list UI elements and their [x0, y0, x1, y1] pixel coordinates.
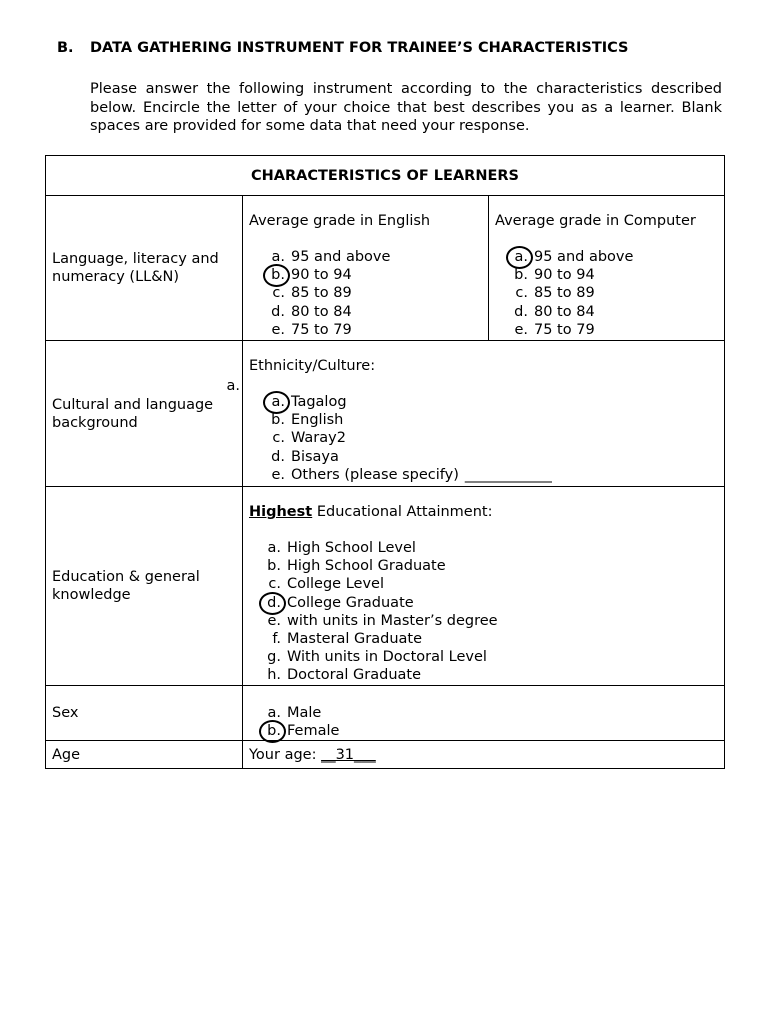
option-letter: a.	[267, 705, 281, 721]
option-text: 95 and above	[291, 249, 391, 265]
intro-paragraph: Please answer the following instrument according to the characteristics described below. Encircle the letter of your choice that best describes you as a learner. Blank spaces are provided for some data that need your response.	[90, 81, 722, 134]
education-label: Education & general knowledge	[46, 487, 243, 686]
option-letter: a.	[271, 249, 285, 265]
option-text: 90 to 94	[534, 267, 595, 284]
option-letter: h.	[267, 667, 281, 684]
culture-label-cell	[46, 341, 243, 487]
english-heading: Average grade in English	[249, 213, 431, 229]
option-letter: c.	[272, 285, 285, 302]
specify-blank: ____________	[464, 466, 552, 483]
option-letter: a.	[267, 540, 281, 556]
option-text: With units in Doctoral Level	[287, 649, 487, 666]
option-item	[263, 321, 488, 339]
option-item	[263, 466, 724, 484]
option-letter: e.	[267, 612, 281, 629]
option-text: Masteral Graduate	[287, 630, 423, 647]
option-letter: c.	[268, 576, 281, 593]
option-text: with units in Master’s degree	[287, 612, 498, 629]
option-text: College Level	[287, 576, 384, 593]
option-letter: c.	[515, 285, 528, 302]
option-letter: a.	[271, 394, 285, 410]
option-item	[506, 284, 724, 302]
option-text: 90 to 94	[291, 267, 352, 284]
education-cell	[243, 487, 725, 686]
option-text: High School Level	[287, 540, 416, 556]
section-title: DATA GATHERING INSTRUMENT FOR TRAINEE’S CHARACTERISTICS	[90, 40, 629, 56]
culture-cell	[243, 341, 725, 487]
option-item	[263, 429, 724, 447]
option-item	[263, 284, 488, 302]
option-letter: e.	[514, 321, 528, 338]
option-item	[259, 704, 724, 722]
option-item	[259, 539, 724, 557]
option-letter: g.	[267, 649, 281, 666]
education-heading-bold: Highest	[249, 504, 313, 520]
option-text: Waray2	[291, 430, 346, 447]
option-item	[263, 411, 724, 429]
culture-options	[243, 375, 724, 484]
culture-label: Cultural and language background	[52, 396, 214, 431]
option-letter: e.	[271, 466, 285, 483]
option-text: 95 and above	[534, 249, 634, 265]
option-text: Tagalog	[291, 394, 347, 410]
option-item	[506, 303, 724, 321]
learner-characteristics-table	[45, 155, 725, 769]
option-letter: f.	[272, 630, 281, 647]
age-label: Age	[46, 741, 243, 769]
option-item	[263, 303, 488, 321]
sex-options	[243, 686, 724, 740]
lln-label: Language, literacy and numeracy (LL&N)	[46, 196, 243, 341]
option-text: 75 to 79	[534, 321, 595, 338]
english-options	[243, 230, 488, 339]
education-heading-rest: Educational Attainment:	[312, 504, 493, 520]
option-text: Others (please specify)	[291, 466, 459, 483]
section-letter: B.	[57, 40, 74, 56]
option-item	[259, 648, 724, 666]
option-item	[263, 248, 488, 266]
option-item	[259, 722, 724, 740]
option-letter: c.	[272, 430, 285, 447]
section-heading	[57, 40, 628, 56]
option-letter: d.	[271, 303, 285, 320]
computer-grade-cell	[489, 196, 725, 341]
option-letter: b.	[514, 267, 528, 284]
option-letter: b.	[267, 558, 281, 575]
option-item	[506, 266, 724, 284]
option-letter: d.	[271, 448, 285, 465]
option-letter: a.	[514, 249, 528, 265]
option-item	[263, 393, 724, 411]
sex-cell	[243, 686, 725, 741]
option-item	[506, 248, 724, 266]
option-text: High School Graduate	[287, 558, 446, 575]
stray-letter: a.	[226, 378, 240, 394]
computer-options	[489, 230, 724, 339]
option-text: Male	[287, 705, 322, 721]
sex-label: Sex	[46, 686, 243, 741]
option-item	[259, 630, 724, 648]
option-text: College Graduate	[287, 594, 414, 611]
option-letter: d.	[267, 594, 281, 611]
option-letter: b.	[271, 412, 285, 429]
option-letter: d.	[514, 303, 528, 320]
option-text: Bisaya	[291, 448, 339, 465]
education-options	[243, 521, 724, 685]
option-item	[259, 575, 724, 593]
age-value: __31___	[321, 746, 376, 763]
table-title: CHARACTERISTICS OF LEARNERS	[46, 156, 725, 196]
option-text: 85 to 89	[534, 285, 595, 302]
option-text: 75 to 79	[291, 321, 352, 338]
option-text: Female	[287, 723, 340, 740]
option-item	[259, 594, 724, 612]
culture-heading: Ethnicity/Culture:	[249, 358, 376, 374]
option-letter: e.	[271, 321, 285, 338]
option-letter: b.	[271, 267, 285, 284]
education-heading	[243, 487, 724, 521]
option-item	[506, 321, 724, 339]
option-text: 80 to 84	[291, 303, 352, 320]
option-text: 85 to 89	[291, 285, 352, 302]
option-letter: b.	[267, 723, 281, 740]
option-item	[263, 448, 724, 466]
option-item	[263, 266, 488, 284]
option-text: 80 to 84	[534, 303, 595, 320]
computer-heading: Average grade in Computer	[495, 213, 696, 229]
age-prefix: Your age:	[249, 746, 322, 763]
option-item	[259, 612, 724, 630]
age-cell	[243, 741, 725, 769]
option-item	[259, 666, 724, 684]
option-text: English	[291, 412, 344, 429]
option-item	[259, 557, 724, 575]
option-text: Doctoral Graduate	[287, 667, 422, 684]
selection-circle	[259, 720, 286, 743]
english-grade-cell	[243, 196, 489, 341]
